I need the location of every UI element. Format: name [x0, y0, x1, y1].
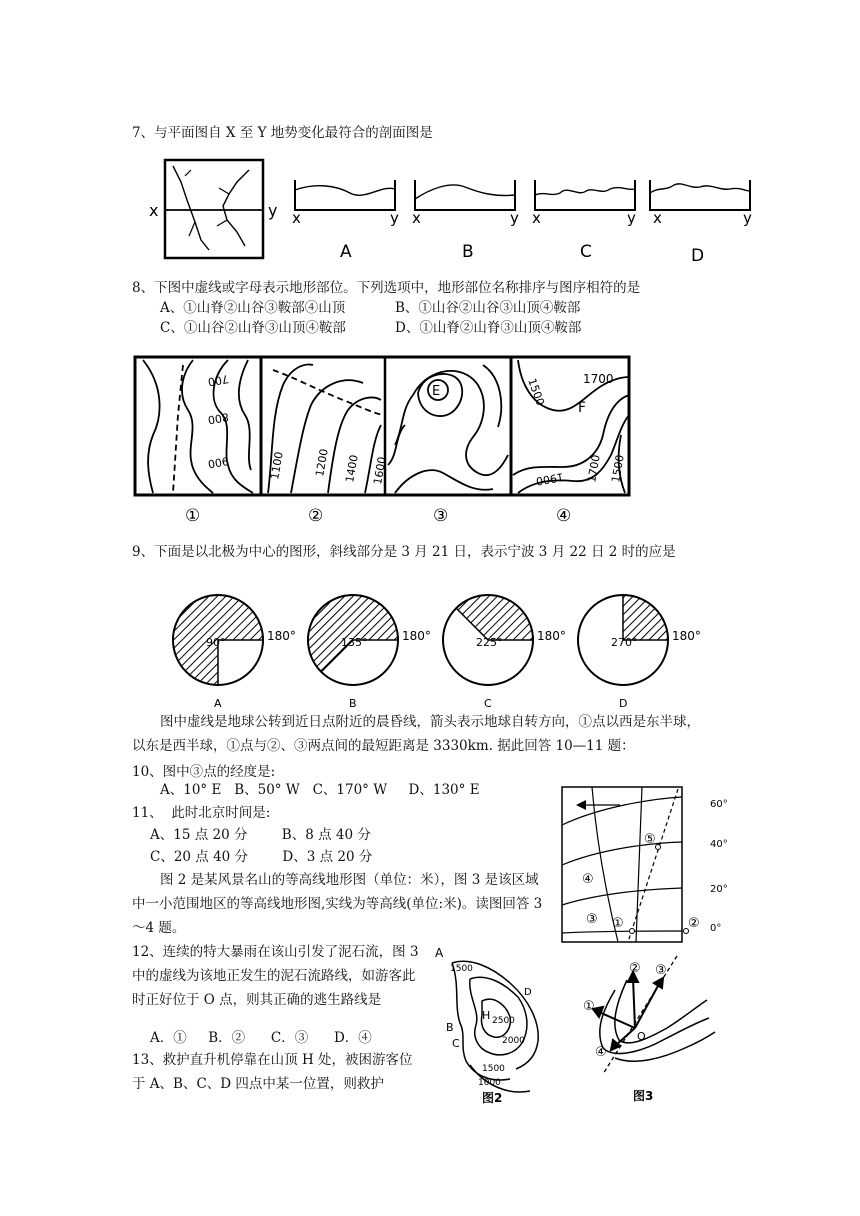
profile-B: [412, 180, 519, 262]
q8-option-c: C、①山谷②山脊③山顶④鞍部: [160, 320, 346, 336]
profile-B-y: y: [510, 209, 519, 227]
q11-options-row2: C、20 点 40 分 D、3 点 20 分: [150, 849, 373, 865]
q8-stem: 8、下图中虚线或字母表示地形部位。下列选项中，地形部位名称排序与图序相符的是: [132, 280, 641, 296]
pie-D-edge-label: 180°: [672, 629, 701, 643]
fig2-label-2000: 2000: [502, 1036, 525, 1046]
profile-A: [292, 180, 399, 262]
label-1100: 1100: [268, 450, 286, 481]
pie-C-edge-label: 180°: [537, 629, 566, 643]
panel-number-3: ③: [433, 506, 449, 526]
intro-10-11: 图中虚线是地球公转到近日点附近的晨昏线，箭头表示地球自转方向，①点以西是东半球，以东是西半球，①点与②、③两点间的最短距离是 3330km. 据此回答 10—11 题：: [132, 714, 700, 754]
label-700: 700: [206, 372, 230, 389]
profile-B-x: x: [412, 209, 421, 227]
profile-C-letter: C: [580, 242, 592, 262]
pie-C: [443, 595, 566, 710]
q9-stem: 9、下面是以北极为中心的图形，斜线部分是 3 月 21 日，表示宁波 3 月 22 日 2 时的应是: [132, 544, 676, 560]
grid-point-2: ②: [688, 916, 700, 931]
fig2-label-D: D: [524, 987, 532, 998]
fig2-label-2500: 2500: [492, 1016, 515, 1026]
pie-D-angle-label: 270°: [611, 636, 638, 649]
pie-A-angle-label: 90°: [206, 636, 226, 649]
pie-A: [173, 595, 296, 710]
label-1400: 1400: [343, 453, 361, 484]
profile-B-letter: B: [462, 242, 474, 262]
lat-label-0: 0°: [710, 923, 722, 934]
profile-D: [650, 180, 752, 266]
fig2-label-1000: 1000: [478, 1078, 501, 1088]
label-1500-bottom: 1500: [609, 453, 627, 484]
label-E: E: [432, 384, 441, 399]
profile-D-y: y: [743, 209, 752, 227]
profile-C-x: x: [532, 209, 541, 227]
q9-pie-charts: [160, 585, 720, 710]
q10-stem: 10、图中③点的经度是:: [132, 764, 276, 780]
profile-C-y: y: [627, 209, 636, 227]
label-800: 800: [206, 410, 230, 427]
label-1700-top: 1700: [583, 372, 614, 386]
pie-A-letter: A: [214, 697, 222, 710]
q8-option-b: B、①山谷②山谷③山顶④鞍部: [395, 300, 581, 316]
q8-option-d: D、①山脊②山脊③山顶④鞍部: [395, 320, 582, 336]
lat-lon-grid-figure: [560, 785, 735, 945]
q7-stem: 7、与平面图自 X 至 Y 地势变化最符合的剖面图是: [132, 125, 433, 141]
profile-D-letter: D: [691, 246, 705, 266]
profile-A-letter: A: [340, 242, 352, 262]
pie-D-letter: D: [619, 697, 628, 710]
profile-C: [532, 180, 636, 262]
label-1900: 1900: [534, 470, 565, 488]
fig2-label-1500-top: 1500: [450, 964, 473, 974]
q8-option-a: A、①山脊②山谷③鞍部④山顶: [160, 300, 346, 316]
label-1700-bottom: 1700: [585, 453, 603, 484]
q10-options: A、10° E B、50° W C、170° W D、130° E: [160, 782, 480, 798]
q7-profiles: [290, 175, 760, 270]
panel-number-2: ②: [308, 506, 324, 526]
panel-number-1: ①: [185, 506, 201, 526]
label-F: F: [578, 400, 587, 416]
fig3-label-2: ②: [629, 961, 641, 976]
fig3-label-1: ①: [583, 999, 595, 1014]
pie-B-edge-label: 180°: [402, 629, 431, 643]
lat-label-40: 40°: [710, 839, 728, 850]
intro-3-4: 图 2 是某风景名山的等高线地形图（单位：米），图 3 是该区域中一小范围地区的等高线地形图,实线为等高线(单位:米)。读图回答 3～4 题。: [132, 872, 543, 936]
q12-stem: 12、连续的特大暴雨在该山引发了泥石流，图 3 中的虚线为该地正发生的泥石流路线，如游客此时正好位于 O 点，则其正确的逃生路线是: [132, 944, 419, 1008]
map-y-label: y: [268, 201, 278, 220]
pie-D: [578, 595, 701, 710]
label-1600: 1600: [371, 455, 389, 486]
map-x-label: x: [149, 201, 159, 220]
q13-stem: 13、救护直升机停靠在山顶 H 处，被困游客位于 A、B、C、D 四点中某一位置，则救护: [132, 1052, 413, 1092]
label-1200: 1200: [313, 447, 331, 478]
pie-A-edge-label: 180°: [267, 629, 296, 643]
figure-2-contour: [430, 945, 560, 1105]
q11-options-row1: A、15 点 20 分 B、8 点 40 分: [150, 827, 371, 843]
fig3-label-O: O: [637, 1030, 646, 1043]
grid-point-5: ⑤: [644, 832, 656, 847]
fig2-label-1500-bottom: 1500: [482, 1064, 505, 1074]
profile-A-x: x: [292, 209, 301, 227]
q12-options: A．① B．② C．③ D．④: [150, 1030, 372, 1046]
lat-label-20: 20°: [710, 884, 728, 895]
profile-A-y: y: [390, 209, 399, 227]
grid-point-1: ①: [612, 916, 624, 931]
fig3-label-3: ③: [655, 963, 667, 978]
figure-3-mudflow: [575, 950, 725, 1105]
fig3-caption: 图3: [633, 1089, 654, 1103]
panel-number-4: ④: [556, 506, 572, 526]
fig2-label-H: H: [482, 1009, 491, 1022]
profile-D-x: x: [653, 209, 662, 227]
label-900: 900: [206, 454, 230, 471]
pie-C-letter: C: [484, 697, 492, 710]
fig2-label-B: B: [446, 1021, 454, 1034]
pie-C-angle-label: 225°: [476, 636, 503, 649]
fig2-label-C: C: [452, 1037, 460, 1050]
pie-B-letter: B: [349, 697, 357, 710]
pie-B-angle-label: 135°: [341, 636, 368, 649]
grid-point-3: ③: [586, 912, 598, 927]
pie-B: [308, 595, 431, 710]
fig2-label-A: A: [435, 946, 444, 960]
lat-label-60: 60°: [710, 799, 728, 810]
grid-point-4: ④: [582, 872, 594, 887]
label-1500-top: 1500: [525, 376, 547, 408]
q11-stem: 11、 此时北京时间是:: [132, 805, 271, 821]
q8-contour-maps: [133, 355, 633, 530]
fig3-label-4: ④: [595, 1045, 607, 1060]
fig2-caption: 图2: [482, 1091, 503, 1105]
